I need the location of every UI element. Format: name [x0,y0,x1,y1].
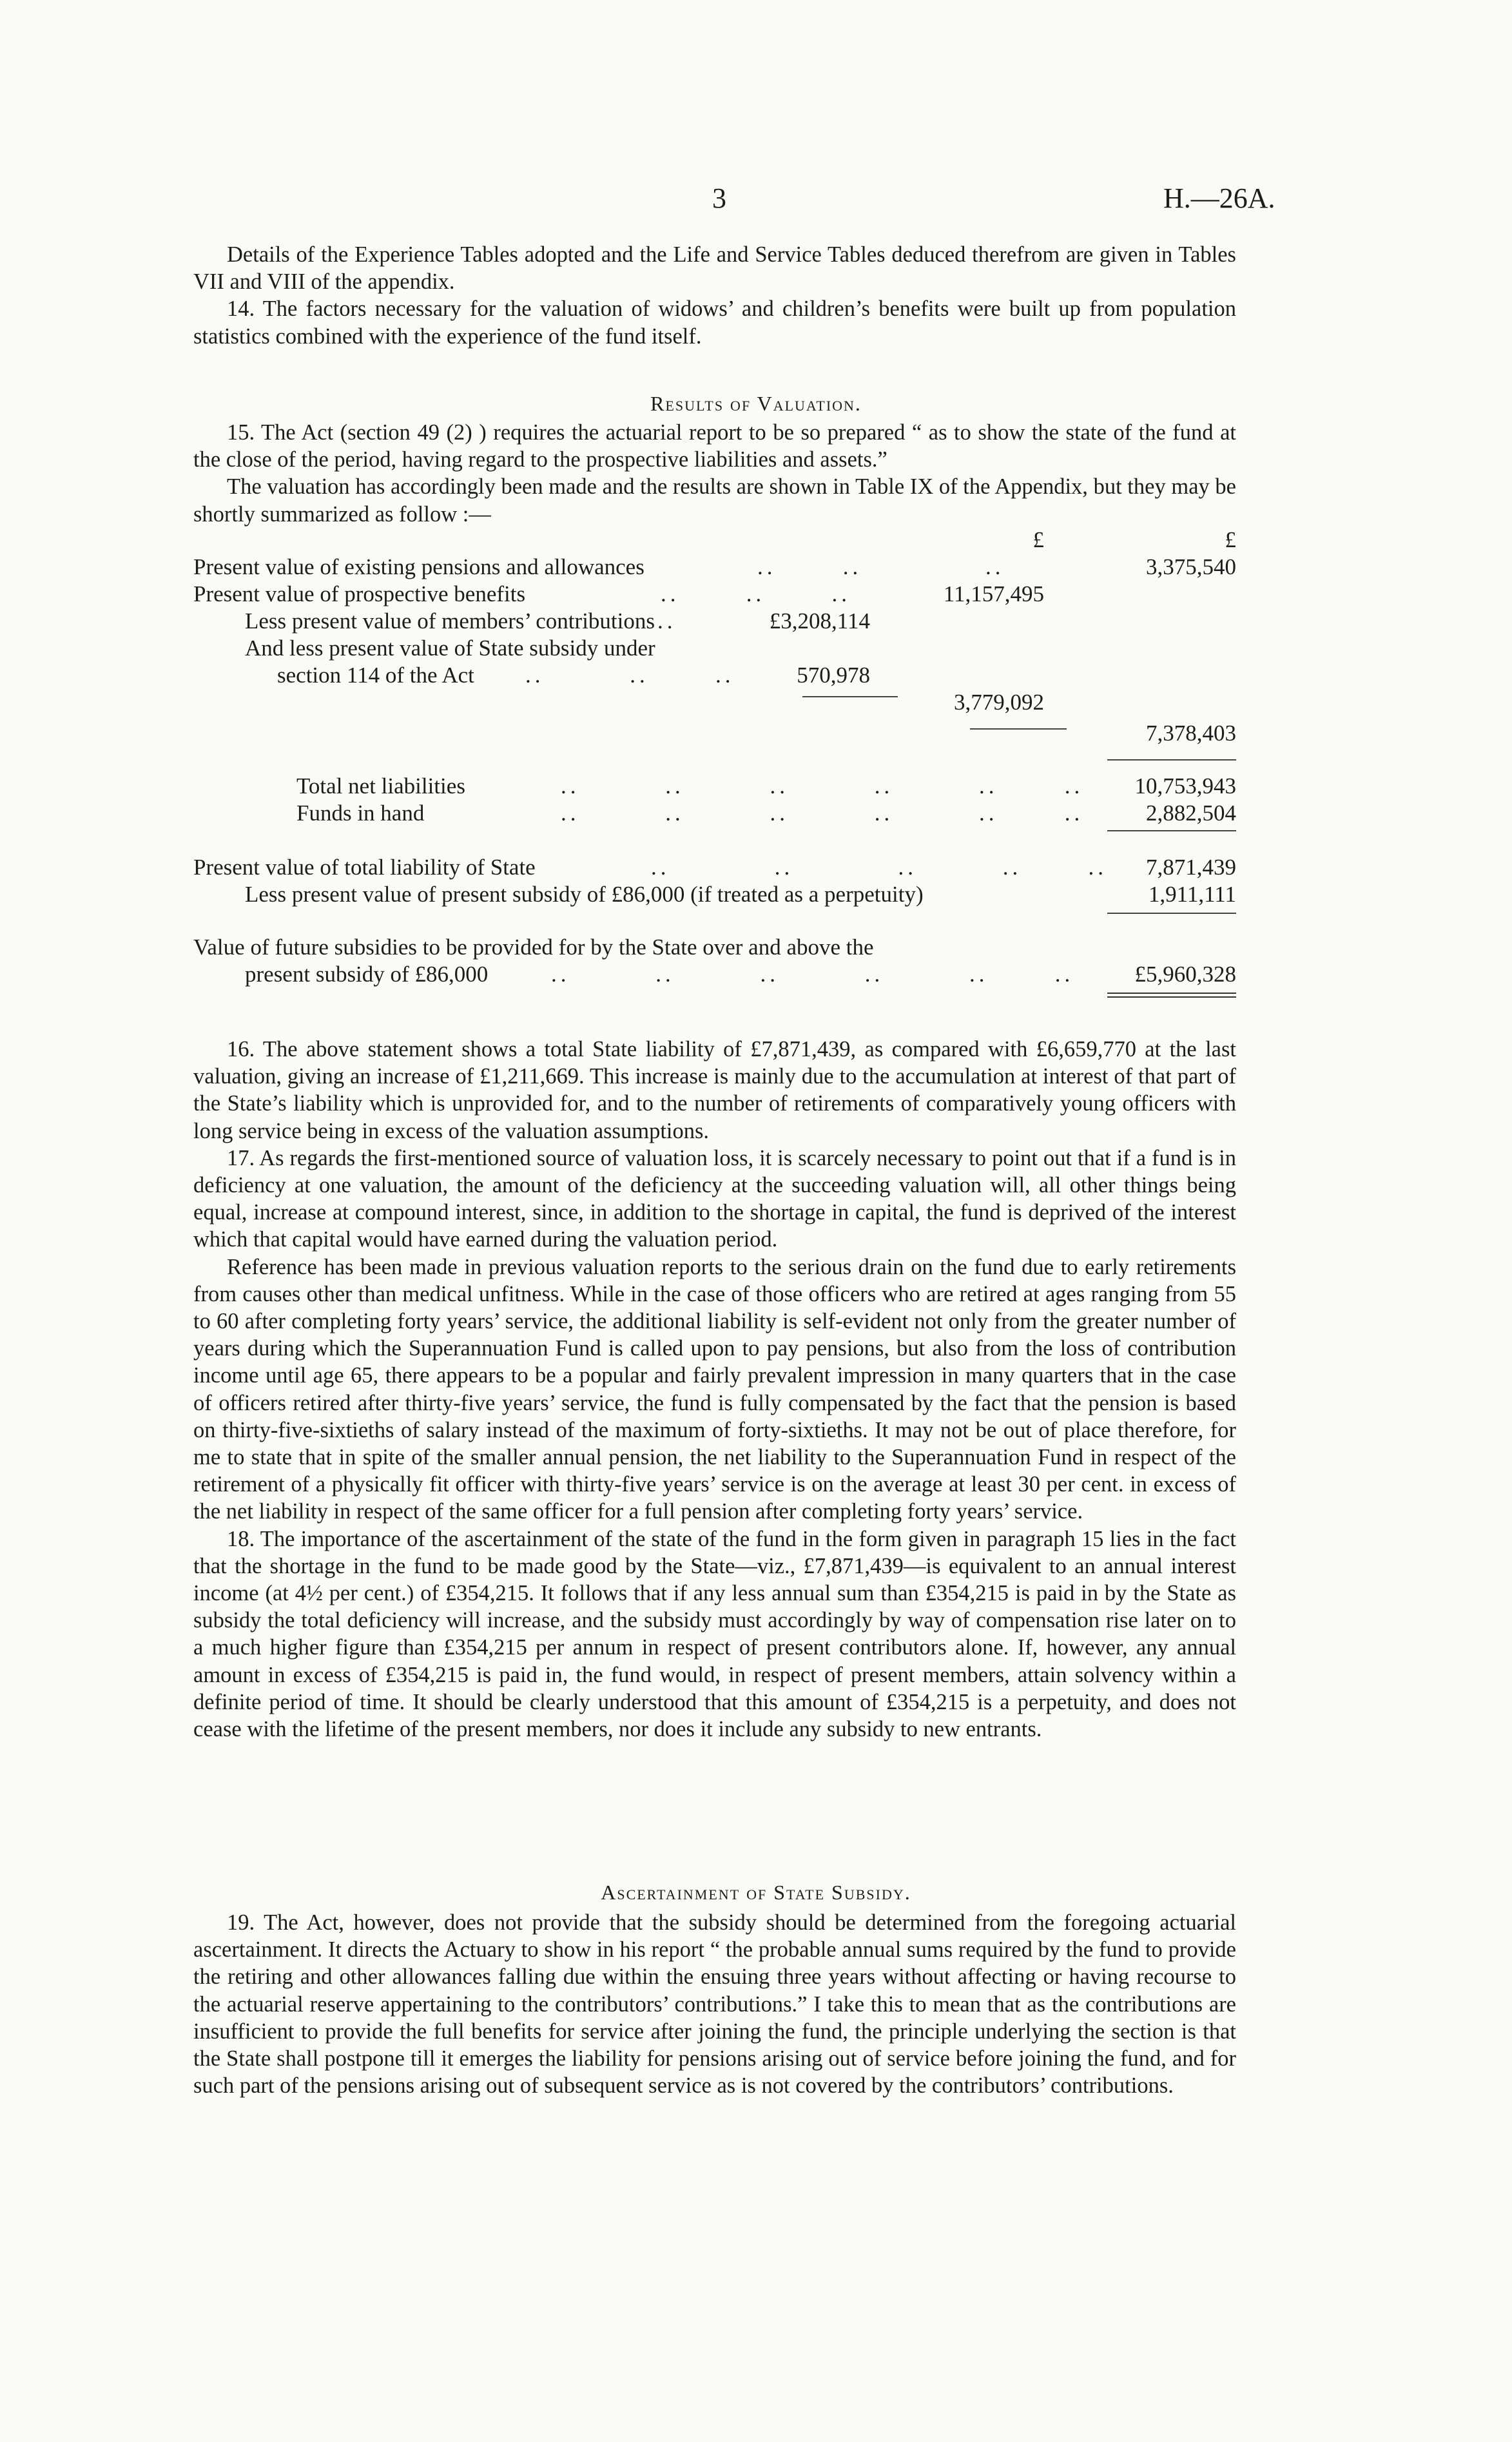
row-label: Funds in hand [296,800,425,826]
table-row [193,581,1236,610]
table-row [193,962,1236,990]
row-label: Present value of prospective benefits [193,581,526,606]
row-label: Total net liabilities [296,773,465,799]
paragraph-15: 15. The Act (section 49 (2) ) requires the actuarial report to be so prepared “ as to show the state of the fund at the close of the period, having regard to the prospective liabilities and assets.” [193,420,1236,472]
row-value: £5,960,328 [1134,962,1236,987]
row-value: 3,375,540 [1146,554,1236,579]
grand-total-double-rule [1107,993,1236,998]
row-value: 10,753,943 [1134,773,1236,799]
table-row [193,690,1236,718]
row-label: Present value of total liability of State [193,855,536,880]
paragraph-18: 18. The importance of the ascertainment of the state of the fund in the form given in paragraph 15 lies in the fact that the shortage in the fund to be made good by the State—viz., £7,871,439—is equivalent to an annual interest income (at 4½ per cent.) of £354,215. It follows that if any less annual sum than £354,215 is paid in by the State as subsidy the total deficiency will increase, and the subsidy must accordingly by way of compensation rise later on to a much higher figure than £354,215 per annum in respect of present contributors alone. If, however, any annual amount in excess of £354,215 is paid in, the fund would, in respect of present members, attain solvency within a definite period of time. It should be clearly understood that this amount of £354,215 is a perpetuity, and does not cease with the lifetime of the present members, nor does it include any subsidy to new entrants. [193,1526,1236,1742]
table-row [193,800,1236,829]
intro-block [193,241,1236,350]
table-row [193,635,1236,664]
row-value: 570,978 [797,663,870,688]
table-row [193,554,1236,583]
row-value: 2,882,504 [1146,800,1236,826]
document-reference: H.—26A. [1163,182,1275,214]
page-number: 3 [712,182,726,214]
total-rule [1107,759,1236,761]
row-label: section 114 of the Act [277,663,474,688]
table-row [193,882,1236,910]
section-heading-state-subsidy: Ascertainment of State Subsidy. [601,1881,911,1904]
leader-dots: .. .. .. [661,581,851,606]
row-value: 7,871,439 [1146,855,1236,880]
paragraph-17: 17. As regards the first-mentioned source of valuation loss, it is scarcely necessary to point out that if a fund is in deficiency at one valuation, the amount of the deficiency at the succeeding valuation will, all other things being equal, increase at compound interest, since, in addition to the shortage in capital, the fund is deprived of the interest which that capital would have earned during the valuation period. [193,1145,1236,1252]
currency-header-row [193,527,1236,556]
table-row [193,721,1236,749]
total-rule [1107,830,1236,831]
currency-symbol: £ [1032,527,1044,552]
table-row [193,663,1236,691]
table-row [193,935,1236,963]
paragraph-16: 16. The above statement shows a total State liability of £7,871,439, as compared with £6,659,770 at the last valuation, giving an increase of £1,211,669. This increase is mainly due to the accumulation at interest of that part of the State’s liability which is unprovided for, and to the number of retirements of comparatively young officers with long service being in excess of the valuation assumptions. [193,1037,1236,1143]
row-label: Less present value of members’ contributions [245,608,655,634]
body-text [193,1036,1236,1743]
table-row [193,773,1236,802]
table-row [193,608,1236,637]
row-value: 7,378,403 [1146,721,1236,746]
section-results-text [193,419,1236,528]
section-state-subsidy-text [193,1909,1236,2099]
leader-dots: .. .. .. .. .. .. [561,773,1084,799]
section-heading-results: Results of Valuation. [650,392,862,415]
leader-dots: .. .. .. [757,554,1005,579]
row-label: And less present value of State subsidy under [245,635,655,661]
leader-dots: .. .. .. .. .. .. [561,800,1084,826]
row-label: Present value of existing pensions and allowances [193,554,645,579]
row-label: present subsidy of £86,000 [245,962,489,987]
paragraph: Details of the Experience Tables adopted and the Life and Service Tables deduced therefrom are given in Tables VII and VIII of the appendix. [193,242,1236,295]
table-row [193,855,1236,883]
row-value: 3,779,092 [954,690,1044,715]
paragraph: The valuation has accordingly been made and the results are shown in Table IX of the Appendix, but they may be shortly summarized as follow :— [193,474,1236,527]
row-value: 11,157,495 [943,581,1044,606]
row-label: Value of future subsidies to be provided for by the State over and above the [193,935,874,960]
leader-dots: .. .. .. .. .. [651,855,1107,880]
leader-dots: .. [657,608,677,634]
leader-dots: .. .. .. .. .. .. [551,962,1074,987]
row-value: 1,911,111 [1148,882,1236,907]
paragraph-19: 19. The Act, however, does not provide that the subsidy should be determined from the foregoing actuarial ascertainment. It directs the Actuary to show in his report “ the probable annual sums required by the fund to provide the retiring and other allowances falling due within the ensuing three years without affecting or having recourse to the actuarial reserve appertaining to the contributors’ contributions.” I take this to mean that as the contributions are insufficient to provide the full benefits for service after joining the fund, the principle underlying the section is that the State shall postpone till it emerges the liability for pensions arising out of service before joining the fund, and for such part of the pensions arising out of subsequent service as is not covered by the contributors’ contributions. [193,1910,1236,2098]
total-rule [1107,913,1236,914]
leader-dots: .. .. .. [525,663,735,688]
row-label: Less present value of present subsidy of £86,000 (if treated as a perpetuity) [245,882,924,907]
row-value: £3,208,114 [769,608,870,634]
paragraph-14: 14. The factors necessary for the valuation of widows’ and children’s benefits were built up from population statistics combined with the experience of the fund itself. [193,296,1236,349]
currency-symbol: £ [1225,527,1236,552]
paragraph: Reference has been made in previous valuation reports to the serious drain on the fund due to early retirements from causes other than medical unfitness. While in the case of those officers who are retired at ages ranging from 55 to 60 after completing forty years’ service, the additional liability is self-evident not only from the greater number of years during which the Superannuation Fund is called upon to pay pensions, but also from the loss of contribution income until age 65, there appears to be a popular and fairly prevalent impression in many quarters that in the case of officers retired after thirty-five years’ service, the fund is fully compensated by the fact that the pension is based on thirty-five-sixtieths of salary instead of the maximum of forty-sixtieths. It may not be out of place therefore, for me to state that in spite of the smaller annual pension, the net liability to the Superannuation Fund in respect of the retirement of a physically fit officer with thirty-five years’ service is on the average at least 30 per cent. in excess of the net liability in respect of the same officer for a full pension after completing forty years’ service. [193,1254,1236,1524]
